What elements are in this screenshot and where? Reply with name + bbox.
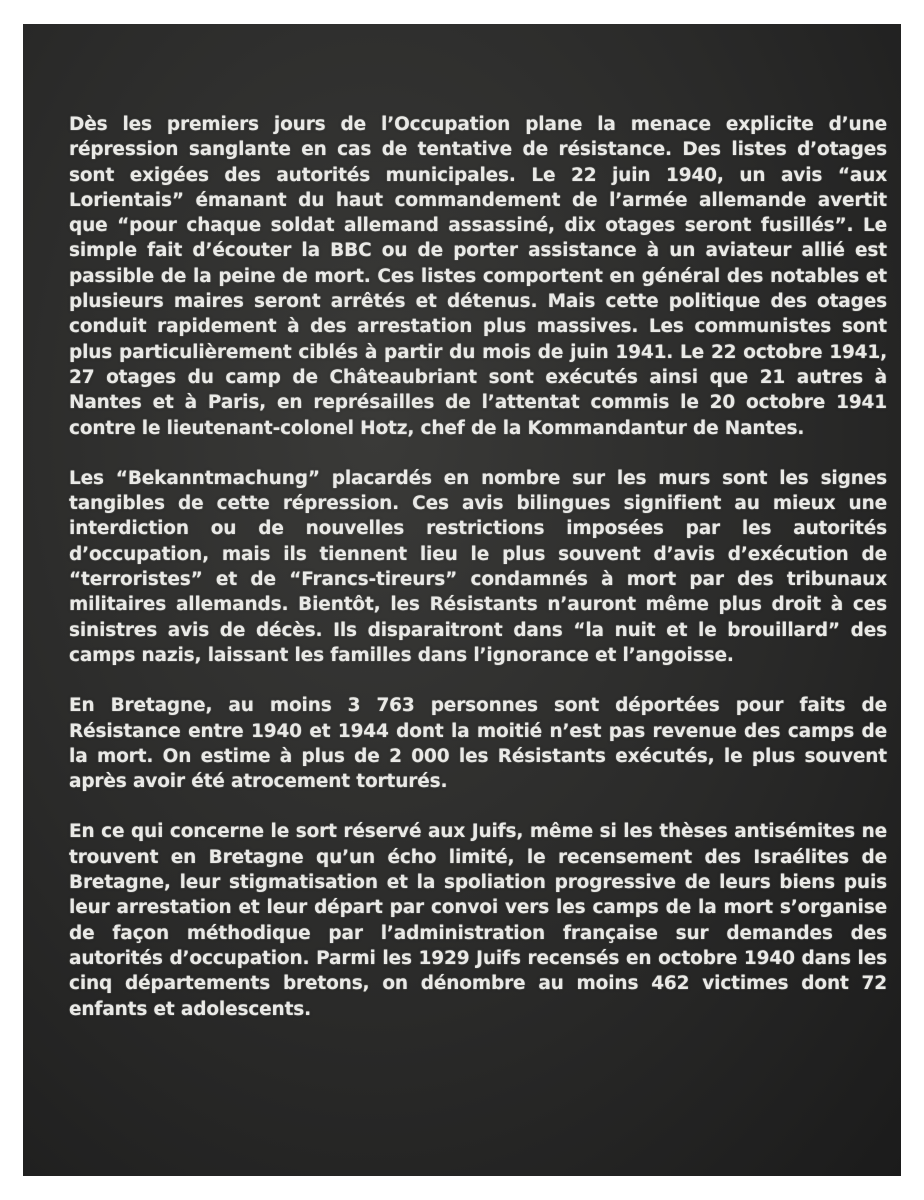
panel-text [69,112,887,1022]
paragraph-occupation-repression: Dès les premiers jours de l’Occupation plane la menace explicite d’une répression sanglante en cas de tentative de résistance. Des listes d’otages sont exigées des autorités municipales. Le 22 juin 1940, un avis “aux Lorientais” émanant du haut commandement de l’armée allemande avertit que “pour chaque soldat allemand assassiné, dix otages seront fusillés”. Le simple fait d’écouter la BBC ou de porter assistance à un aviateur allié est passible de la peine de mort. Ces listes comportent en général des notables et plusieurs maires seront arrêtés et détenus. Mais cette politique des otages conduit rapidement à des arrestation plus massives. Les communistes sont plus particulièrement ciblés à partir du mois de juin 1941. Le 22 octobre 1941, 27 otages du camp de Châteaubriant sont exécutés ainsi que 21 autres à Nantes et à Paris, en représailles de l’attentat commis le 20 octobre 1941 contre le lieutenant-colonel Hotz, chef de la Kommandantur de Nantes. [69,114,887,439]
exhibit-panel [23,24,901,1176]
paragraph-juifs: En ce qui concerne le sort réservé aux Juifs, même si les thèses antisémites ne trouvent en Bretagne qu’un écho limité, le recensement des Israélites de Bretagne, leur stigmatisation et la spoliation progressive de leurs biens puis leur arrestation et leur départ par convoi vers les camps de la mort s’organise de façon méthodique par l’administration française sur demandes des autorités d’occupation. Parmi les 1929 Juifs recensés en octobre 1940 dans les cinq départements bretons, on dénombre au moins 462 victimes dont 72 enfants et adolescents. [69,821,887,1020]
paragraph-bretagne-deportations: En Bretagne, au moins 3 763 personnes sont déportées pour faits de Résistance entre 1940 et 1944 dont la moitié n’est pas revenue des camps de la mort. On estime à plus de 2 000 les Résistants exécutés, le plus souvent après avoir été atrocement torturés. [69,695,887,793]
paragraph-bekanntmachung: Les “Bekanntmachung” placardés en nombre sur les murs sont les signes tangibles de cette répression. Ces avis bilingues signifient au mieux une interdiction ou de nouvelles restrictions imposées par les autorités d’occupation, mais ils tiennent lieu le plus souvent d’avis d’exécution de “terroristes” et de “Francs-tireurs” condamnés à mort par des tribunaux militaires allemands. Bientôt, les Résistants n’auront même plus droit à ces sinistres avis de décès. Ils disparaitront dans “la nuit et le brouillard” des camps nazis, laissant les familles dans l’ignorance et l’angoisse. [69,467,887,666]
